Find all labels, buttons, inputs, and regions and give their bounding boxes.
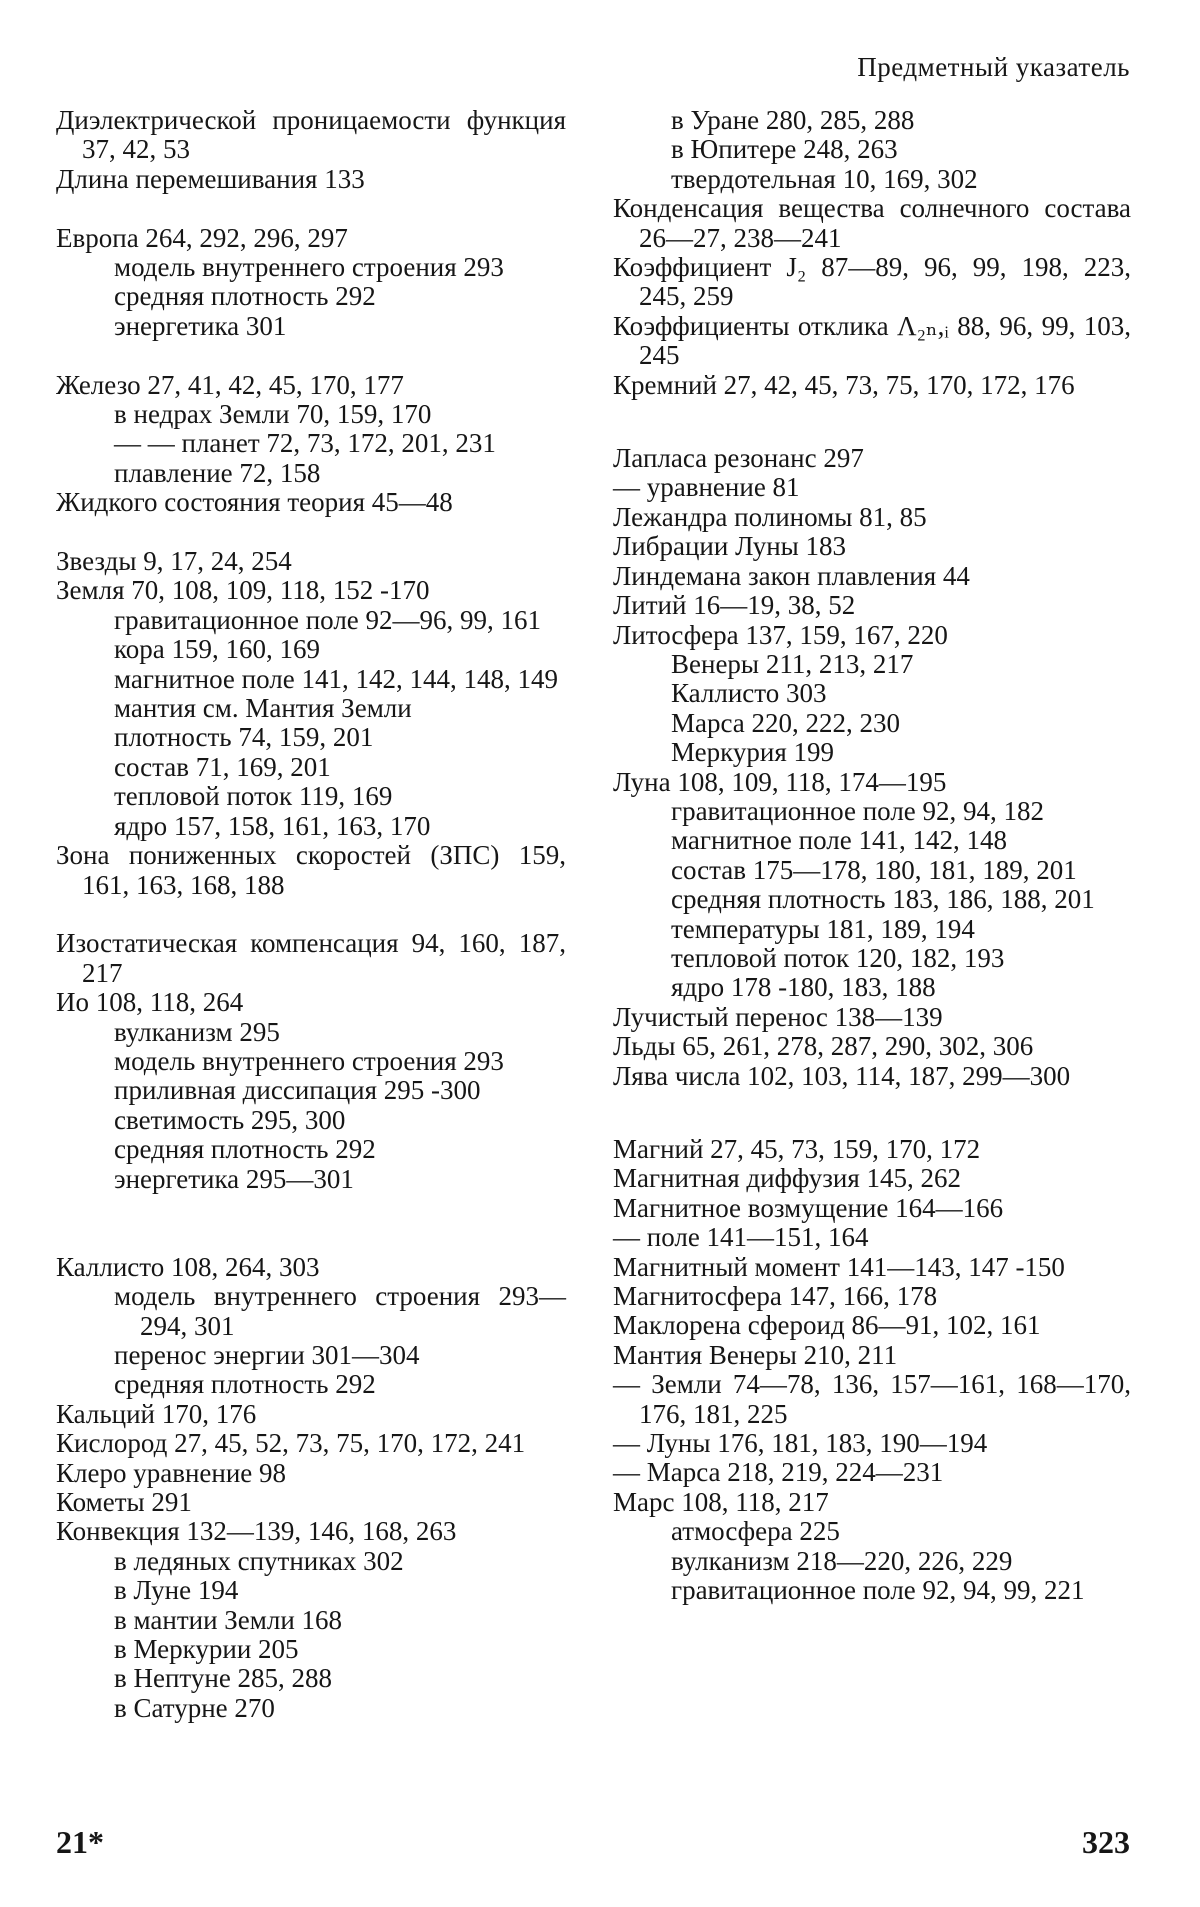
index-subentry: средняя плотность 292 (114, 1369, 376, 1400)
index-entry: Льды 65, 261, 278, 287, 290, 302, 306 (613, 1031, 1034, 1062)
running-head: Предметный указатель (857, 52, 1130, 82)
index-subentry: атмосфера 225 (671, 1516, 840, 1547)
index-entry: Луна 108, 109, 118, 174—195 (613, 766, 947, 797)
page-number: 323 (1082, 1824, 1130, 1860)
index-subentry: ядро 157, 158, 161, 163, 170 (114, 810, 431, 841)
index-entry: Земля 70, 108, 109, 118, 152 -170 (56, 575, 430, 606)
index-entry: Кремний 27, 42, 45, 73, 75, 170, 172, 176 (613, 369, 1075, 400)
index-subentry: температуры 181, 189, 194 (671, 913, 975, 944)
index-subentry: в недрах Земли 70, 159, 170 (114, 399, 432, 430)
index-subentry: вулканизм 295 (114, 1016, 280, 1047)
index-entry: Магнитный момент 141—143, 147 -150 (613, 1251, 1065, 1282)
index-subentry: Каллисто 303 (671, 678, 827, 709)
index-entry: Мантия Венеры 210, 211 (613, 1339, 898, 1370)
index-subentry: светимость 295, 300 (114, 1104, 346, 1135)
index-subentry: энергетика 295—301 (114, 1163, 354, 1194)
index-entry: Лява числа 102, 103, 114, 187, 299—300 (613, 1060, 1071, 1091)
index-subentry: Меркурия 199 (671, 737, 834, 768)
index-entry: Изостатическая компенсация 94, 160, 187, 217 (56, 928, 566, 988)
index-subentry: средняя плотность 183, 186, 188, 201 (671, 884, 1095, 915)
index-entry: Звезды 9, 17, 24, 254 (56, 546, 292, 577)
index-entry: Лапласа резонанс 297 (613, 443, 864, 474)
index-subentry: средняя плотность 292 (114, 1134, 376, 1165)
index-entry: Либрации Луны 183 (613, 531, 847, 562)
index-subentry: в Уране 280, 285, 288 (671, 105, 915, 135)
index-entry: Конвекция 132—139, 146, 168, 263 (56, 1516, 457, 1547)
index-subentry: в ледяных спутниках 302 (114, 1545, 404, 1576)
index-entry: Кальций 170, 176 (56, 1398, 257, 1429)
index-subentry: модель внутреннего строения 293 (114, 1045, 504, 1076)
index-subentry: в Нептуне 285, 288 (114, 1663, 333, 1694)
index-subentry: Венеры 211, 213, 217 (671, 648, 914, 679)
index-entry: — поле 141—151, 164 (613, 1222, 869, 1253)
index-entry: Коэффициент J₂ 87—89, 96, 99, 198, 223, 245, 259 (613, 252, 1131, 312)
index-subentry: кора 159, 160, 169 (114, 634, 320, 665)
index-subentry: гравитационное поле 92, 94, 99, 221 (671, 1575, 1085, 1606)
index-subentry: плавление 72, 158 (114, 457, 321, 488)
index-subentry: тепловой поток 119, 169 (114, 781, 393, 812)
index-subentry: тепловой поток 120, 182, 193 (671, 942, 1005, 973)
index-entry: Кислород 27, 45, 52, 73, 75, 170, 172, 241 (56, 1428, 526, 1459)
index-subentry: в мантии Земли 168 (114, 1604, 343, 1635)
index-entry: Лежандра полиномы 81, 85 (613, 501, 927, 532)
index-entry: Клеро уравнение 98 (56, 1457, 287, 1488)
index-subentry: гравитационное поле 92—96, 99, 161 (114, 604, 542, 635)
index-entry: Диэлектрической проницаемости функция 37, 42, 53 (56, 105, 566, 165)
index-entry: Зона пониженных скоростей (ЗПС) 159, 161, 163, 168, 188 (56, 840, 566, 900)
index-subentry: в Юпитере 248, 263 (671, 134, 898, 165)
index-subentry: магнитное поле 141, 142, 144, 148, 149 (114, 663, 558, 694)
index-subentry: магнитное поле 141, 142, 148 (671, 825, 1007, 856)
index-subentry: Марса 220, 222, 230 (671, 707, 901, 738)
index-subentry: гравитационное поле 92, 94, 182 (671, 795, 1045, 826)
index-subentry: модель внутреннего строения 293—294, 301 (114, 1281, 566, 1341)
index-entry: Линдемана закон плавления 44 (613, 560, 970, 591)
index-entry: — уравнение 81 (613, 472, 800, 503)
index-entry: — Земли 74—78, 136, 157—161, 168—170, 176, 181, 225 (613, 1369, 1131, 1429)
index-entry: Коэффициенты отклика Λ₂ₙ,ᵢ 88, 96, 99, 103, 245 (613, 310, 1131, 371)
index-entry: Магнитосфера 147, 166, 178 (613, 1281, 938, 1312)
index-entry: Литий 16—19, 38, 52 (613, 590, 856, 621)
index-entry: Марс 108, 118, 217 (613, 1486, 829, 1517)
index-entry: Ио 108, 118, 264 (56, 987, 244, 1018)
index-entry: Конденсация вещества солнечного состава 26—27, 238—241 (613, 193, 1131, 253)
index-entry: — Марса 218, 219, 224—231 (613, 1457, 944, 1488)
index-subentry: ядро 178 -180, 183, 188 (671, 972, 936, 1003)
index-entry: Лучистый перенос 138—139 (613, 1001, 943, 1032)
index-entry: Железо 27, 41, 42, 45, 170, 177 (56, 369, 404, 400)
index-subentry: — — планет 72, 73, 172, 201, 231 (114, 428, 496, 459)
index-subentry: средняя плотность 292 (114, 281, 376, 312)
index-entry: Литосфера 137, 159, 167, 220 (613, 619, 948, 650)
index-subentry: твердотельная 10, 169, 302 (671, 163, 978, 194)
index-column-right (613, 106, 1131, 1606)
index-subentry: мантия см. Мантия Земли (114, 693, 412, 724)
index-subentry: плотность 74, 159, 201 (114, 722, 374, 753)
index-entry: Каллисто 108, 264, 303 (56, 1251, 320, 1282)
index-entry: Магнитное возмущение 164—166 (613, 1192, 1004, 1223)
index-entry: Длина перемешивания 133 (56, 163, 365, 194)
index-entry: Маклорена сфероид 86—91, 102, 161 (613, 1310, 1041, 1341)
index-subentry: в Меркурии 205 (114, 1634, 299, 1665)
index-subentry: энергетика 301 (114, 310, 287, 341)
index-entry: Магнитная диффузия 145, 262 (613, 1163, 961, 1194)
index-entry: — Луны 176, 181, 183, 190—194 (613, 1428, 988, 1459)
index-subentry: состав 71, 169, 201 (114, 751, 331, 782)
index-subentry: перенос энергии 301—304 (114, 1339, 420, 1370)
index-entry: Европа 264, 292, 296, 297 (56, 222, 348, 253)
index-entry: Кометы 291 (56, 1487, 192, 1518)
index-subentry: модель внутреннего строения 293 (114, 252, 504, 283)
index-entry: Магний 27, 45, 73, 159, 170, 172 (613, 1134, 981, 1164)
index-subentry: вулканизм 218—220, 226, 229 (671, 1545, 1013, 1576)
index-subentry: приливная диссипация 295 -300 (114, 1075, 481, 1106)
index-subentry: в Луне 194 (114, 1575, 239, 1606)
index-column-left (56, 106, 566, 1723)
index-subentry: в Сатурне 270 (114, 1692, 275, 1723)
signature-mark: 21* (56, 1824, 104, 1860)
index-subentry: состав 175—178, 180, 181, 189, 201 (671, 854, 1077, 885)
index-entry: Жидкого состояния теория 45—48 (56, 487, 453, 518)
